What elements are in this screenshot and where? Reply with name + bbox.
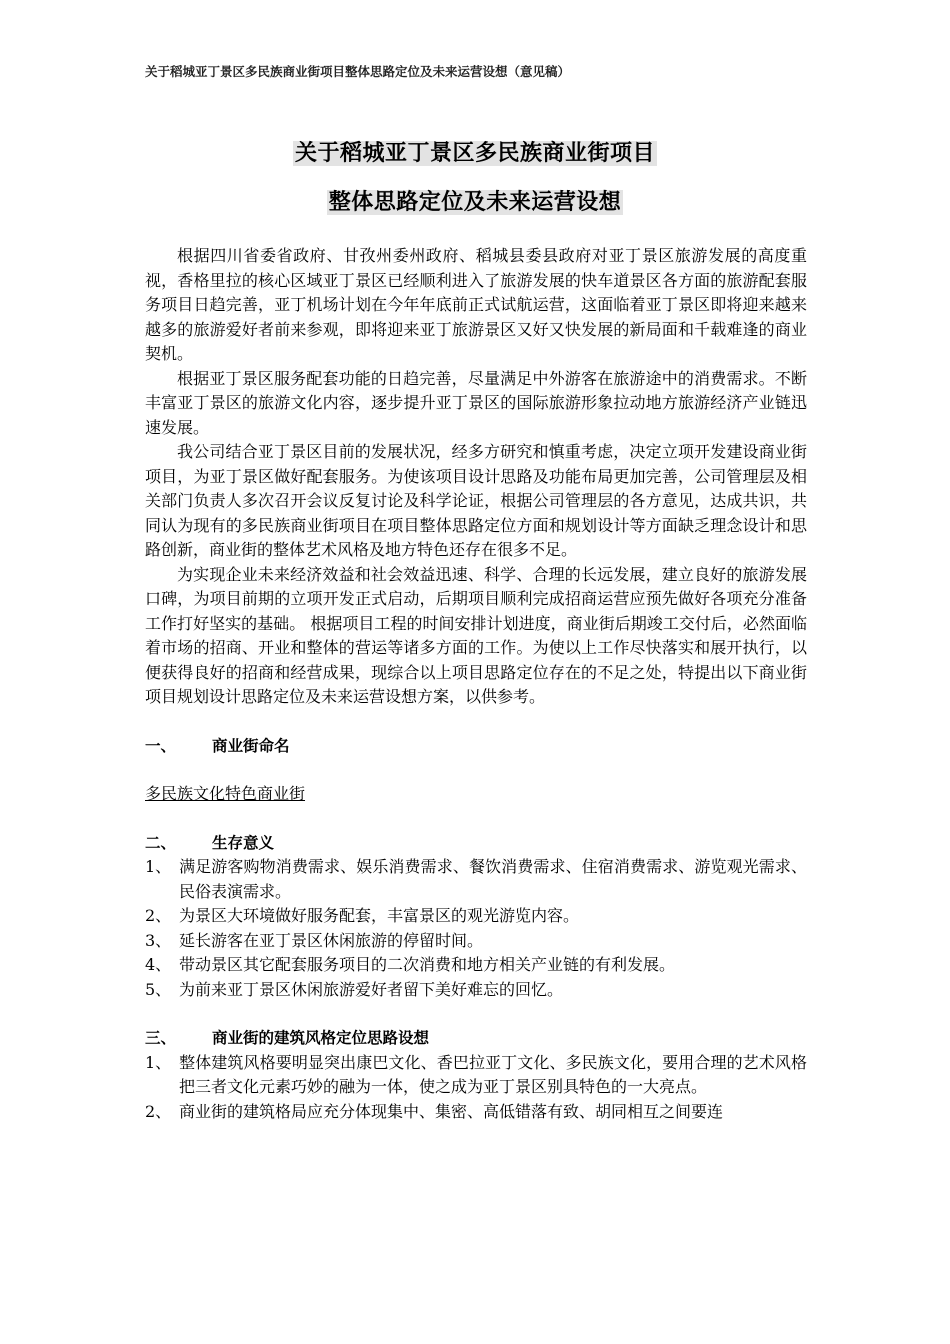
- section-title: 生存意义: [212, 833, 275, 852]
- list-item: [145, 953, 807, 978]
- list-item-number: 5、: [145, 979, 172, 999]
- section-title: 商业街命名: [212, 736, 290, 755]
- section-number: 一、: [145, 736, 177, 755]
- section-title: 商业街的建筑风格定位思路设想: [212, 1029, 430, 1047]
- page-header: 关于稻城亚丁景区多民族商业街项目整体思路定位及未来运营设想（意见稿）: [145, 64, 571, 79]
- list-item-text: 为景区大环境做好服务配套，丰富景区的观光游览内容。: [179, 906, 580, 925]
- list-item-number: 2、: [145, 906, 172, 925]
- title-line-2-text: 整体思路定位及未来运营设想: [328, 190, 622, 215]
- list-item: [145, 1051, 807, 1100]
- list-item-text: 为前来亚丁景区休闲旅游爱好者留下美好难忘的回忆。: [179, 979, 564, 999]
- document-title-line-2: [0, 185, 950, 216]
- list-item-text: 整体建筑风格要明显突出康巴文化、香巴拉亚丁文化、多民族文化，要用合理的艺术风格把三者文化元素巧妙的融为一体，使之成为亚丁景区别具特色的一大亮点。: [179, 1052, 807, 1096]
- list-item-number: 1、: [145, 857, 172, 876]
- section-number: 二、: [145, 833, 177, 852]
- section-heading-1: [145, 734, 807, 759]
- list-item-text: 满足游客购物消费需求、娱乐消费需求、餐饮消费需求、住宿消费需求、游览观光需求、民俗表演需求。: [179, 857, 807, 901]
- section-number: 三、: [145, 1029, 177, 1047]
- list-item: [145, 904, 807, 929]
- paragraph: 根据四川省委省政府、甘孜州委州政府、稻城县委县政府对亚丁景区旅游发展的高度重视，香格里拉的核心区域亚丁景区已经顺利进入了旅游发展的快车道景区各方面的旅游配套服务项目日趋完善，亚丁机场计划在今年年底前正式试航运营，这面临着亚丁景区即将迎来越来越多的旅游爱好者前来参观，即将迎来亚丁旅游景区又好又快发展的新局面和千载难逢的商业契机。: [145, 246, 807, 363]
- list-item-text: 商业街的建筑格局应充分体现集中、集密、高低错落有致、胡同相互之间要连: [179, 1101, 724, 1121]
- list-item-number: 1、: [145, 1052, 172, 1072]
- title-line-1-text: 关于稻城亚丁景区多民族商业街项目: [294, 141, 655, 166]
- list-item: [145, 855, 807, 904]
- paragraph: 为实现企业未来经济效益和社会效益迅速、科学、合理的长远发展，建立良好的旅游发展口碑，为项目前期的立项开发正式启动，后期项目顺利完成招商运营应预先做好各项充分准备工作打好坚实的基础。 根据项目工程的时间安排计划进度，商业街后期竣工交付后，必然面临着市场的招商、开业和整体的营运等诸多方面的工作。为使以上工作尽快落实和展开执行，以便获得良好的招商和经营成果，现综合以上项目思路定位存在的不足之处，特提出以下商业街项目规划设计思路定位及未来运营设想方案，以供参考。: [145, 564, 807, 706]
- list-item-number: 2、: [145, 1101, 172, 1121]
- section-heading-3: [145, 1026, 807, 1051]
- section-subtitle: 多民族文化特色商业街: [145, 784, 306, 803]
- document-body: [145, 244, 807, 1124]
- list-item: [145, 929, 807, 954]
- list-item: [145, 978, 807, 1003]
- list-item-number: 4、: [145, 955, 172, 974]
- list-item-text: 延长游客在亚丁景区休闲旅游的停留时间。: [179, 930, 484, 950]
- list-item-number: 3、: [145, 930, 172, 950]
- document-title-line-1: [0, 136, 950, 167]
- list-item-text: 带动景区其它配套服务项目的二次消费和地方相关产业链的有利发展。: [179, 955, 676, 974]
- paragraph: 根据亚丁景区服务配套功能的日趋完善，尽量满足中外游客在旅游途中的消费需求。不断丰富亚丁景区的旅游文化内容，逐步提升亚丁景区的国际旅游形象拉动地方旅游经济产业链迅速发展。: [145, 368, 807, 437]
- list-item: [145, 1100, 807, 1125]
- paragraph: 我公司结合亚丁景区目前的发展状况，经多方研究和慎重考虑，决定立项开发建设商业街项目，为亚丁景区做好配套服务。为使该项目设计思路及功能布局更加完善，公司管理层及相关部门负责人多次召开会议反复讨论及科学论证，根据公司管理层的各方意见，达成共识，共同认为现有的多民族商业街项目在项目整体思路定位方面和规划设计等方面缺乏理念设计和思路创新，商业街的整体艺术风格及地方特色还存在很多不足。: [145, 442, 807, 559]
- section-heading-2: [145, 831, 807, 856]
